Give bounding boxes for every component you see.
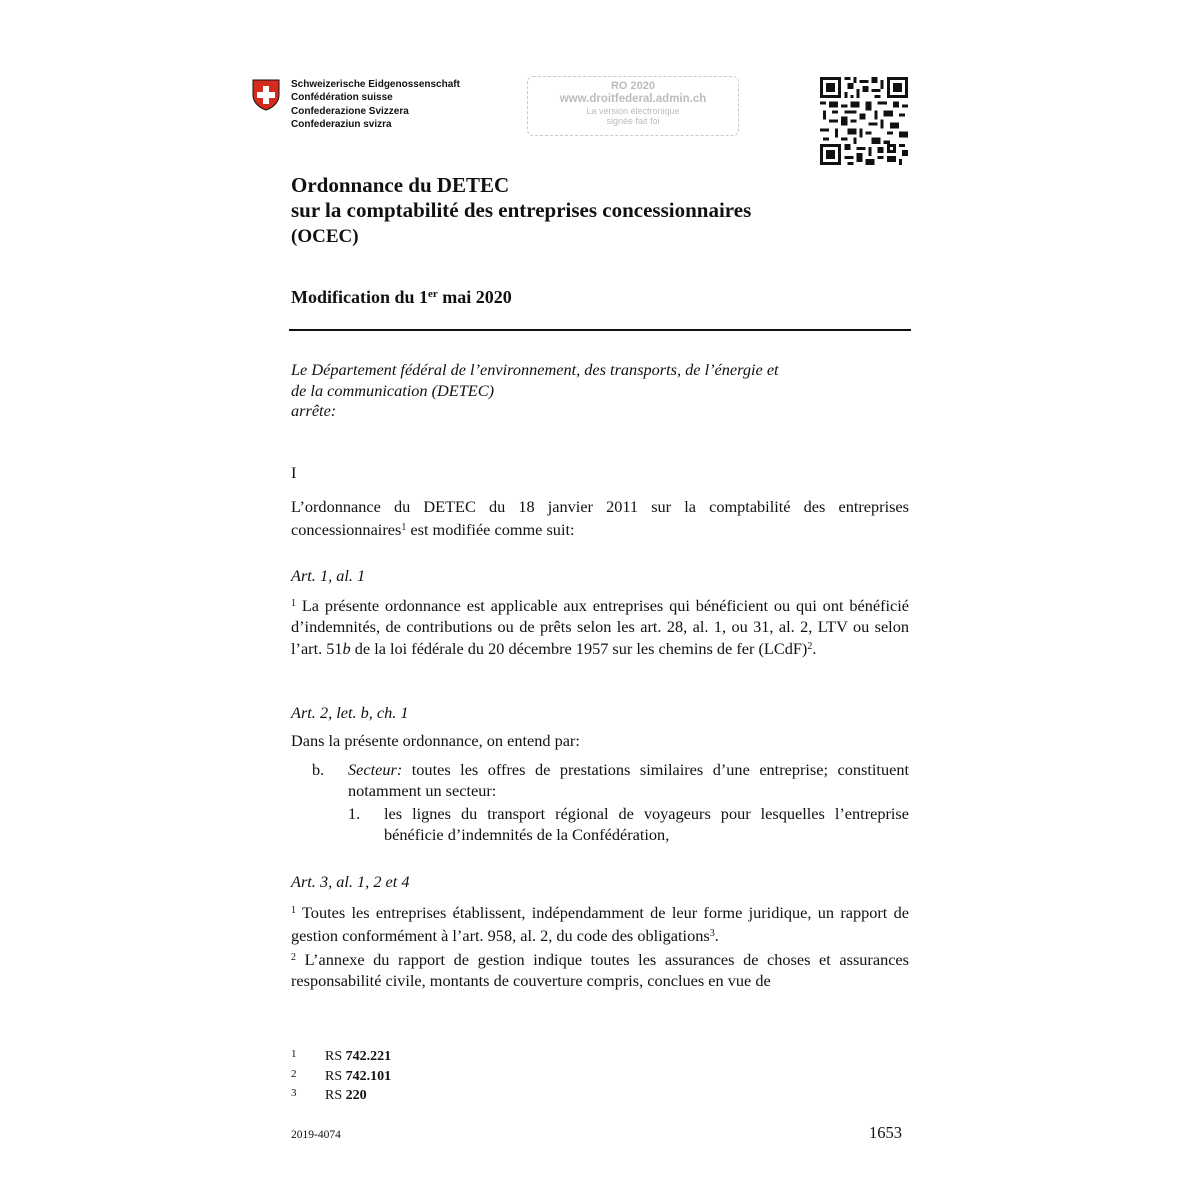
art3-paragraph-2 [291, 948, 909, 991]
footnote-ref: 742.221 [345, 1049, 392, 1064]
ro-stamp [527, 76, 739, 136]
confed-line-fr: Confédération suisse [291, 92, 393, 104]
ro-site: www.droitfederal.admin.ch [559, 93, 707, 105]
footnote-ref: 742.101 [345, 1068, 392, 1084]
confed-line-rm: Confederaziun svizra [291, 118, 392, 130]
confed-line-de: Schweizerische Eidgenossenschaft [291, 79, 460, 90]
preamble-line-3: arrête: [291, 401, 337, 420]
intro-text-a: L’ordonnance du DETEC du 18 janvier 2011 sur la comptabilité des entreprises concessionnaires [291, 497, 909, 539]
swiss-flag-icon [252, 79, 280, 111]
footnote-prefix: RS [325, 1049, 346, 1064]
preamble-line-2: de la communication (DETEC) [291, 380, 495, 400]
title-divider [289, 329, 911, 331]
qr-code-icon [820, 77, 908, 165]
art2-item-letter: b. [312, 760, 325, 779]
art3-p1-text: Toutes les entreprises établissent, indépendamment de leur forme juridique, un rapport de gestion conformément à l’art. 958, al. 2, du code des obligations [291, 903, 909, 945]
footnote-ref: 220 [345, 1088, 367, 1103]
art2-sub-num: 1. [348, 804, 361, 823]
preamble-line-1: Le Département fédéral de l’environnement, des transports, de l’énergie et [291, 360, 779, 379]
footnote [291, 1066, 391, 1086]
footnote-prefix: RS [325, 1088, 346, 1103]
section-numeral: I [291, 463, 297, 482]
art3-p1-end: . [714, 925, 719, 945]
art2-item-text: toutes les offres de prestations similaires d’une entreprise; constituent notamment un secteur: [348, 760, 909, 800]
title-line-2: sur la comptabilité des entreprises concessionnaires [291, 198, 752, 222]
footnote-ref-3: 3 [709, 927, 715, 939]
document-id: 2019-4074 [291, 1129, 341, 1141]
art2-intro: Dans la présente ordonnance, on entend par: [291, 731, 580, 750]
art1-para-num: 1 [291, 598, 296, 609]
footnote-ref-2: 2 [807, 641, 813, 652]
art3-p2-text: L’annexe du rapport de gestion indique toutes les assurances de choses et assurances responsabilité civile, montants de couverture compris, conclues en vue de [291, 950, 909, 990]
modification-suffix: mai 2020 [437, 287, 512, 307]
art1-paragraph [291, 594, 909, 660]
footnote [291, 1085, 391, 1105]
art1-text-a: La présente ordonnance est applicable aux entreprises qui bénéficient ou qui ont bénéficié d’indemnités, de contributions ou de prêts selon les art. 28, al. 1, ou 31, al. 2, LTV ou selon l’art. 51 [291, 596, 909, 658]
intro-text-b: est modifiée comme suit: [406, 519, 575, 539]
art1-text-b: de la loi fédérale du 20 décembre 1957 sur les chemins de fer (LCdF) [350, 639, 808, 658]
art1-heading: Art. 1, al. 1 [291, 566, 366, 585]
page-number: 1653 [869, 1123, 902, 1142]
modification-date [291, 287, 512, 308]
footnotes [291, 1046, 391, 1105]
art3-heading: Art. 3, al. 1, 2 et 4 [291, 872, 410, 891]
art1-text-italic: b [342, 639, 351, 658]
art2-item-term: Secteur: [348, 760, 403, 779]
art3-paragraph-1 [291, 901, 909, 946]
art3-p1-num: 1 [291, 905, 296, 916]
ro-note-2: signée fait foi [606, 116, 660, 126]
title-line-3: (OCEC) [291, 226, 359, 247]
footnote-prefix: RS [325, 1068, 346, 1084]
footnote-ref-1: 1 [401, 521, 407, 533]
document-title [291, 173, 751, 251]
art3-p2-num: 2 [291, 952, 296, 963]
footnote [291, 1046, 391, 1066]
footnote-number: 1 [291, 1048, 297, 1060]
ro-note-1: La version électronique [586, 106, 680, 116]
confed-line-it: Confederazione Svizzera [291, 105, 409, 117]
title-line-1: Ordonnance du DETEC [291, 173, 510, 197]
intro-paragraph [291, 497, 909, 540]
footnote-number: 3 [291, 1087, 297, 1099]
ro-ref: RO 2020 [610, 80, 656, 92]
art2-sub-text: les lignes du transport régional de voyageurs pour lesquelles l’entreprise bénéficie d’indemnités de la Confédération, [384, 804, 909, 844]
modification-sup: er [428, 288, 438, 300]
art1-text-c: . [812, 639, 817, 658]
art2-item [348, 760, 909, 801]
art2-heading: Art. 2, let. b, ch. 1 [291, 703, 409, 722]
footnote-number: 2 [291, 1067, 297, 1080]
preamble [291, 360, 779, 422]
modification-prefix: Modification du 1 [291, 287, 429, 307]
confederation-names [291, 78, 460, 131]
